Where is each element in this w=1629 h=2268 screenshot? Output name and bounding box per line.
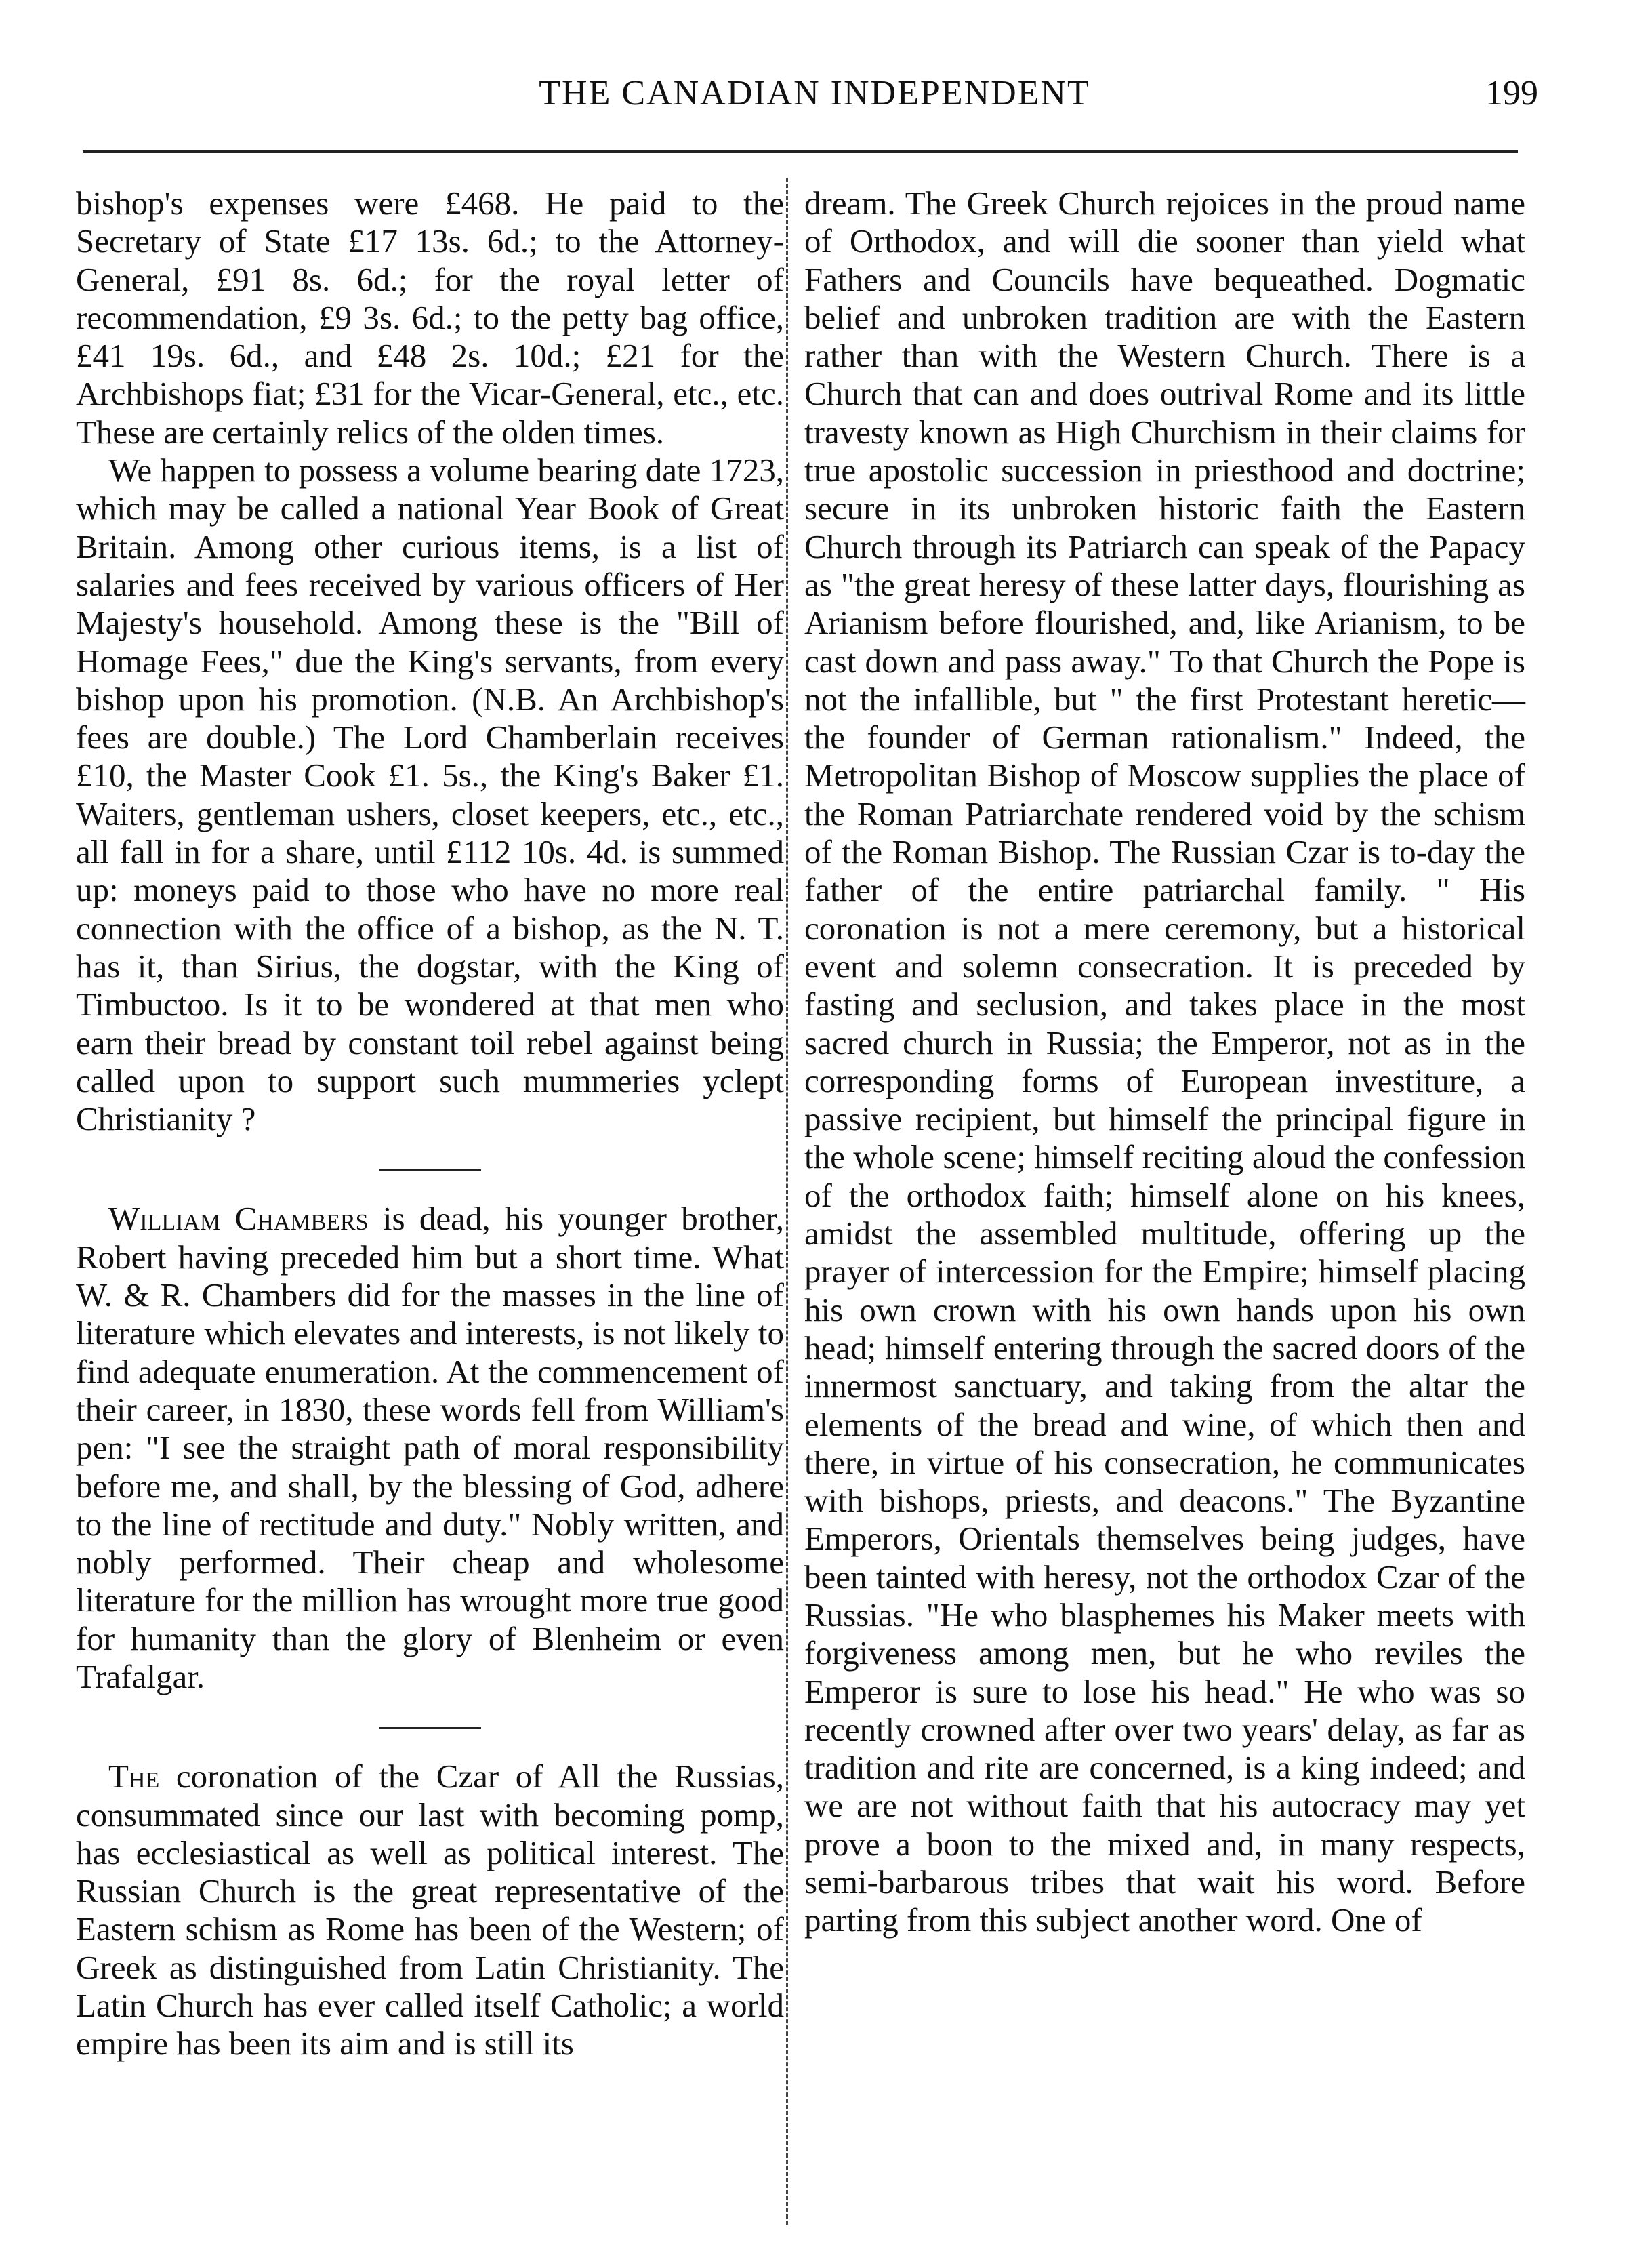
paragraph-text: coronation of the Czar of All the Russias, consummated since our last with becoming pomp, has ecclesiastical as well as political interest. The Russian Church is the great representative of the Eastern schism as Rome has been of the Western; of Greek as distinguished from Latin Christianity. The Latin Church has ever called itself Catholic; a world empire has been its aim and is still its [76, 1758, 784, 2063]
paragraph-year-book: We happen to possess a volume bearing date 1723, which may be called a national Year Book of Great Britain. Among other curious items, is a list of salaries and fees received by various officers of Her Majesty's household. Among these is the "Bill of Homage Fees," due the King's servants, from every bishop upon his promotion. (N.B. An Archbishop's fees are double.) The Lord Chamberlain receives £10, the Master Cook £1. 5s., the King's Baker £1. Waiters, gentleman ushers, closet keepers, etc., etc., all fall in for a share, until £112 10s. 4d. is summed up: moneys paid to those who have no more real connection with the office of a bishop, as the N. T. has it, than Sirius, the dogstar, with the King of Timbuctoo. Is it to be wondered at that men who earn their bread by constant toil rebel against being called upon to support such mummeries yclept Christianity ? [76, 451, 784, 1138]
section-separator [379, 1169, 481, 1171]
column-divider [786, 178, 788, 2225]
section-separator [379, 1727, 481, 1729]
paragraph-greek-church: dream. The Greek Church rejoices in the proud name of Orthodox, and will die sooner than yield what Fathers and Councils have bequeathed. Dogmatic belief and unbroken tradition are with the Eastern rather than with the Western Church. There is a Church that can and does outrival Rome and its little travesty known as High Churchism in their claims for true apostolic succession in priesthood and doctrine; secure in its unbroken historic faith the Eastern Church through its Patriarch can speak of the Papacy as "the great heresy of these latter days, flourishing as Arianism before flourished, and, like Arianism, to be cast down and pass away." To that Church the Pope is not the infallible, but " the first Protestant heretic—the founder of German rationalism." Indeed, the Metropolitan Bishop of Moscow supplies the place of the Roman Patriarchate rendered void by the schism of the Roman Bishop. The Russian Czar is to-day the father of the entire patriarchal family. " His coronation is not a mere ceremony, but a historical event and solemn consecration. It is preceded by fasting and seclusion, and takes place in the most sacred church in Russia; the Emperor, not as in the corresponding forms of European investiture, a passive recipient, but himself the principal figure in the whole scene; himself reciting aloud the confession of the orthodox faith; himself alone on his knees, amidst the assembled multitude, offering up the prayer of intercession for the Empire; himself placing his own crown with his own hands upon his own head; himself entering through the sacred doors of the innermost sanctuary, and taking from the altar the elements of the bread and wine, of which then and there, in virtue of his consecration, he communicates with bishops, priests, and deacons." The Byzantine Emperors, Orientals themselves being judges, have been tainted with heresy, not the orthodox Czar of the Russias. "He who blasphemes his Maker meets with forgiveness among men, but he who reviles the Emperor is sure to lose his head." He who was so recently crowned after over two years' delay, as far as tradition and rite are concerned, is a king indeed; and we are not without faith that his autocracy may yet prove a boon to the mixed and, in many respects, semi-barbarous tribes that wait his word. Before parting from this subject another word. One of [804, 184, 1525, 1939]
paragraph-czar-coronation [76, 1758, 784, 2063]
page-number: 199 [1485, 74, 1538, 113]
header-rule [83, 150, 1518, 153]
lead-words: The [108, 1758, 160, 1796]
left-column [76, 184, 784, 2268]
right-column [804, 184, 1525, 2268]
running-title: THE CANADIAN INDEPENDENT [539, 74, 1090, 113]
paragraph-bishop-expenses: bishop's expenses were £468. He paid to the Secretary of State £17 13s. 6d.; to the Attorney-General, £91 8s. 6d.; for the royal letter of recommendation, £9 3s. 6d.; to the petty bag office, £41 19s. 6d., and £48 2s. 10d.; £21 for the Archbishops fiat; £31 for the Vicar-General, etc., etc. These are certainly relics of the olden times. [76, 184, 784, 451]
paragraph-text: is dead, his younger brother, Robert having preceded him but a short time. What W. & R. Chambers did for the masses in the line of literature which elevates and interests, is not likely to find adequate enumeration. At the commencement of their career, in 1830, these words fell from William's pen: "I see the straight path of moral responsibility before me, and shall, by the blessing of God, adhere to the line of rectitude and duty." Nobly written, and nobly performed. Their cheap and wholesome literature for the million has wrought more true good for humanity than the glory of Blenheim or even Trafalgar. [76, 1200, 784, 1695]
lead-words: William Chambers [108, 1200, 369, 1238]
paragraph-william-chambers [76, 1200, 784, 1696]
